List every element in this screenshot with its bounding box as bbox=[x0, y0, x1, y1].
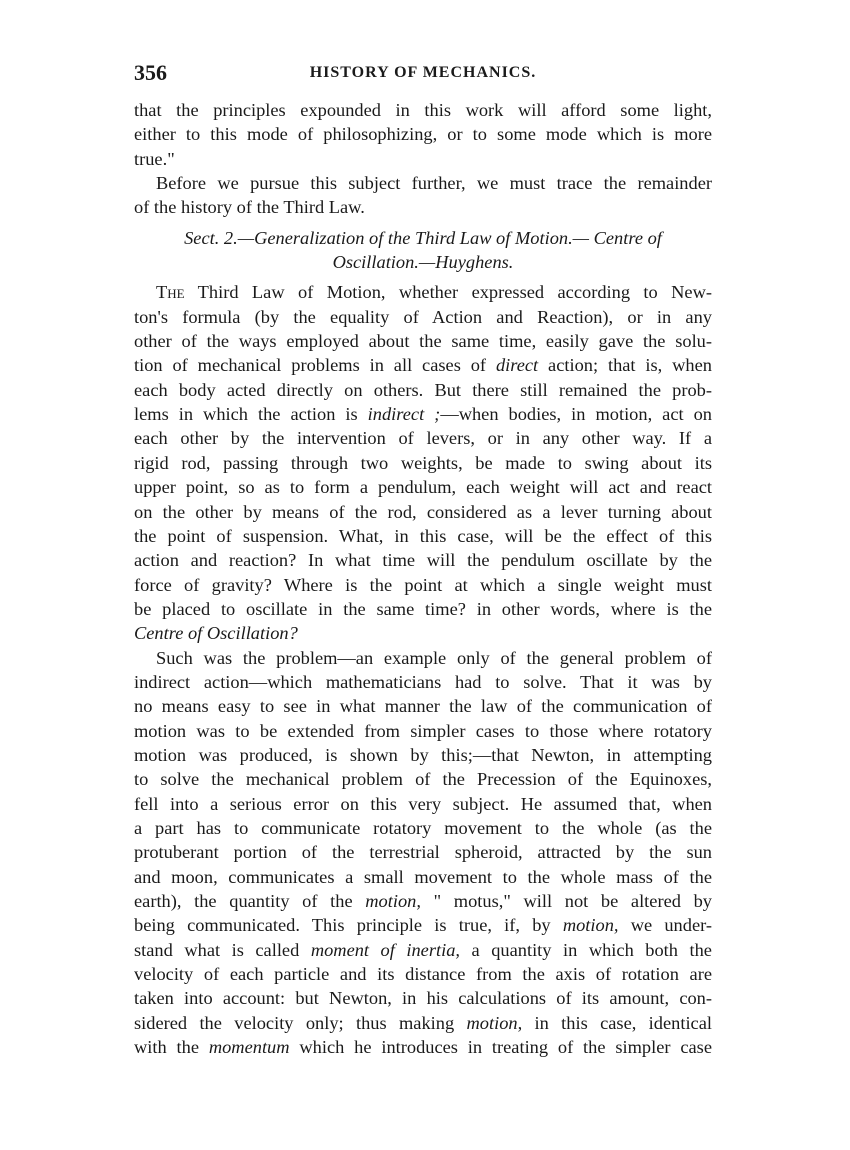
text-line: action and reaction? In what time will the pendulum oscillate by the bbox=[134, 550, 712, 571]
text-line: be placed to oscillate in the same time? in other words, where is the bbox=[134, 598, 712, 619]
paragraph-3 bbox=[134, 280, 712, 645]
text-line: ton's formula (by the equality of Action and Reaction), or in any bbox=[134, 306, 712, 327]
section-heading bbox=[134, 226, 712, 275]
text-line: either to this mode of philosophizing, or to some mode which is more bbox=[134, 124, 712, 145]
text-line: tion of mechanical problems in all cases of direct action; that is, when bbox=[134, 355, 712, 376]
text-line: the point of suspension. What, in this case, will be the effect of this bbox=[134, 525, 712, 546]
text-line: with the momentum which he introduces in treating of the simpler case bbox=[134, 1037, 712, 1058]
drop-word: The bbox=[156, 282, 185, 303]
text-line: and moon, communicates a small movement to the whole mass of the bbox=[134, 866, 712, 887]
text-line: true." bbox=[134, 148, 175, 169]
text-line: force of gravity? Where is the point at which a single weight must bbox=[134, 574, 712, 595]
body-text bbox=[134, 98, 712, 1059]
text-line: indirect action—which mathematicians had to solve. That it was by bbox=[134, 671, 712, 692]
text-line: that the principles expounded in this work will afford some light, bbox=[134, 100, 712, 120]
text-line: protuberant portion of the terrestrial spheroid, attracted by the sun bbox=[134, 842, 712, 863]
text-line: on the other by means of the rod, considered as a lever turning about bbox=[134, 501, 712, 522]
section-heading-line-1: Sect. 2.—Generalization of the Third Law of Motion.— Centre of bbox=[184, 227, 662, 248]
text-line bbox=[134, 621, 712, 645]
text-line: a part has to communicate rotatory movement to the whole (as the bbox=[134, 817, 712, 838]
text-line: to solve the mechanical problem of the Precession of the Equinoxes, bbox=[134, 769, 712, 790]
text-line: lems in which the action is indirect ;—when bodies, in motion, act on bbox=[134, 404, 712, 425]
text-line: rigid rod, passing through two weights, be made to swing about its bbox=[134, 452, 712, 473]
page-header bbox=[134, 60, 712, 90]
text-line: other of the ways employed about the same time, easily gave the solu- bbox=[134, 331, 712, 352]
emphasis: momentum bbox=[208, 1037, 290, 1058]
emphasis: direct bbox=[495, 355, 539, 376]
emphasis: motion, bbox=[365, 891, 421, 911]
text-line: fell into a serious error on this very subject. He assumed that, when bbox=[134, 793, 712, 814]
text-line: upper point, so as to form a pendulum, each weight will act and react bbox=[134, 477, 712, 498]
paragraph-2 bbox=[134, 171, 712, 220]
emphasis: motion, bbox=[562, 915, 619, 936]
text-line: velocity of each particle and its distance from the axis of rotation are bbox=[134, 964, 712, 985]
text-line: Before we pursue this subject further, we must trace the remainder bbox=[156, 173, 712, 194]
text-line: earth), the quantity of the motion, " motus," will not be altered by bbox=[134, 891, 712, 911]
text-line: motion was produced, is shown by this;—that Newton, in attempting bbox=[134, 744, 712, 765]
text-line: being communicated. This principle is true, if, by motion, we under- bbox=[134, 915, 712, 936]
text-line: sidered the velocity only; thus making motion, in this case, identical bbox=[134, 1012, 712, 1033]
text-line: of the history of the Third Law. bbox=[134, 197, 365, 218]
text-line: taken into account: but Newton, in his calculations of its amount, con- bbox=[134, 988, 712, 1009]
emphasis: motion, bbox=[466, 1012, 523, 1033]
paragraph-1 bbox=[134, 98, 712, 171]
text-line: stand what is called moment of inertia, a quantity in which both the bbox=[134, 939, 712, 960]
emphasis: moment of inertia, bbox=[310, 939, 461, 960]
text-line: no means easy to see in what manner the law of the communication of bbox=[134, 696, 712, 717]
page-number: 356 bbox=[134, 60, 167, 85]
running-head: HISTORY OF MECHANICS. bbox=[309, 64, 537, 81]
text-line: Such was the problem—an example only of the general problem of bbox=[156, 647, 712, 668]
emphasis: Centre of Oscillation? bbox=[134, 623, 298, 644]
emphasis: indirect ; bbox=[367, 404, 441, 425]
section-heading-line-2: Oscillation.—Huyghens. bbox=[332, 252, 514, 273]
text-line: each body acted directly on others. But there still remained the prob- bbox=[134, 379, 712, 400]
paragraph-4 bbox=[134, 646, 712, 1060]
text-line: each other by the intervention of levers, or in any other way. If a bbox=[134, 428, 712, 449]
text-line: The Third Law of Motion, whether expressed according to New- bbox=[156, 282, 712, 303]
text-line: motion was to be extended from simpler cases to those where rotatory bbox=[134, 720, 712, 741]
